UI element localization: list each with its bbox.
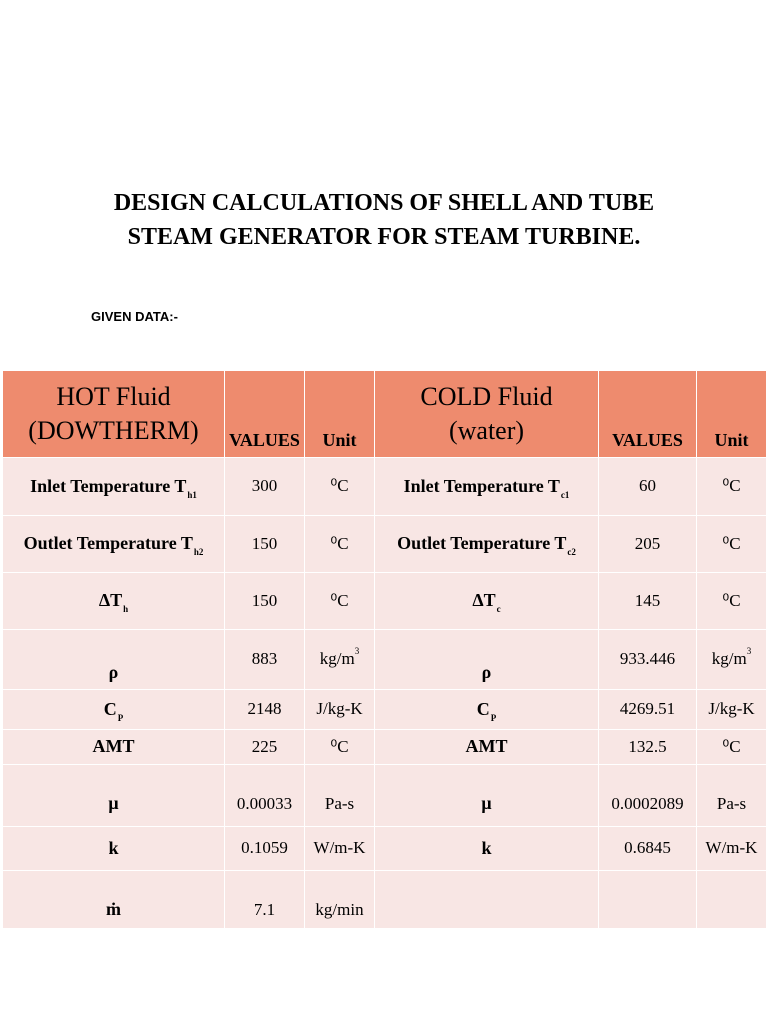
hot-cp-value: 2148 xyxy=(225,690,305,730)
hot-mass-flow-value: 7.1 xyxy=(225,871,305,929)
hot-outlet-unit: ⁰C xyxy=(305,516,375,573)
hot-delta-t-label: $\Delta T_h$ xyxy=(3,573,225,630)
cold-outlet-unit: ⁰C xyxy=(697,516,767,573)
cold-inlet-unit: ⁰C xyxy=(697,458,767,516)
hot-mass-flow-unit: kg/min xyxy=(305,871,375,929)
hot-delta-t-value: 150 xyxy=(225,573,305,630)
hot-density-label: ρ xyxy=(3,630,225,690)
hot-amt-label: AMT xyxy=(3,730,225,765)
hot-inlet-unit: ⁰C xyxy=(305,458,375,516)
hot-conductivity-label: k xyxy=(3,827,225,871)
hot-density-value: 883 xyxy=(225,630,305,690)
cold-density-unit: $kg/m^3$ xyxy=(697,630,767,690)
cold-inlet-value: 60 xyxy=(599,458,697,516)
hot-cp-unit: J/kg-K xyxy=(305,690,375,730)
empty-cell xyxy=(375,871,599,929)
cold-conductivity-label: k xyxy=(375,827,599,871)
cold-delta-t-unit: ⁰C xyxy=(697,573,767,630)
hot-viscosity-value: 0.00033 xyxy=(225,765,305,827)
hot-inlet-value: 300 xyxy=(225,458,305,516)
title-line-1: DESIGN CALCULATIONS OF SHELL AND TUBE xyxy=(113,190,655,216)
cold-cp-unit: J/kg-K xyxy=(697,690,767,730)
empty-cell xyxy=(599,871,697,929)
hot-outlet-value: 150 xyxy=(225,516,305,573)
cold-cp-label: $C_P$ xyxy=(375,690,599,730)
table-row xyxy=(3,827,767,871)
hot-conductivity-unit: W/m-K xyxy=(305,827,375,871)
header-hot-unit: Unit xyxy=(305,371,375,458)
cold-conductivity-unit: W/m-K xyxy=(697,827,767,871)
cold-conductivity-value: 0.6845 xyxy=(599,827,697,871)
hot-density-unit: $kg/m^3$ xyxy=(305,630,375,690)
hot-conductivity-value: 0.1059 xyxy=(225,827,305,871)
title-line-2: STEAM GENERATOR FOR STEAM TURBINE. xyxy=(127,224,641,250)
header-hot-values: VALUES xyxy=(225,371,305,458)
cold-inlet-label: Inlet Temperature $T_{c1}$ xyxy=(375,458,599,516)
table-row xyxy=(3,730,767,765)
hot-viscosity-unit: Pa-s xyxy=(305,765,375,827)
cold-delta-t-value: 145 xyxy=(599,573,697,630)
hot-cp-label: $C_P$ xyxy=(3,690,225,730)
table-row xyxy=(3,516,767,573)
cold-amt-value: 132.5 xyxy=(599,730,697,765)
cold-density-label: ρ xyxy=(375,630,599,690)
cold-delta-t-label: $\Delta T_c$ xyxy=(375,573,599,630)
table-row xyxy=(3,871,767,929)
hot-mass-flow-label: ṁ xyxy=(3,871,225,929)
hot-amt-value: 225 xyxy=(225,730,305,765)
header-cold-fluid: COLD Fluid (water) xyxy=(375,371,599,458)
header-cold-values: VALUES xyxy=(599,371,697,458)
hot-inlet-label: Inlet Temperature $T_{h1}$ xyxy=(3,458,225,516)
cold-viscosity-label: μ xyxy=(375,765,599,827)
table-row xyxy=(3,690,767,730)
cold-viscosity-value: 0.0002089 xyxy=(599,765,697,827)
given-data-label: GIVEN DATA:- xyxy=(91,309,178,324)
table-row xyxy=(3,765,767,827)
hot-amt-unit: ⁰C xyxy=(305,730,375,765)
header-cold-unit: Unit xyxy=(697,371,767,458)
hot-viscosity-label: μ xyxy=(3,765,225,827)
table-row xyxy=(3,630,767,690)
cold-cp-value: 4269.51 xyxy=(599,690,697,730)
cold-amt-label: AMT xyxy=(375,730,599,765)
cold-outlet-label: Outlet Temperature $T_{c2}$ xyxy=(375,516,599,573)
cold-viscosity-unit: Pa-s xyxy=(697,765,767,827)
table-header-row xyxy=(3,371,767,458)
cold-outlet-value: 205 xyxy=(599,516,697,573)
cold-density-value: 933.446 xyxy=(599,630,697,690)
data-table xyxy=(2,370,767,929)
cold-amt-unit: ⁰C xyxy=(697,730,767,765)
header-hot-fluid: HOT Fluid (DOWTHERM) xyxy=(3,371,225,458)
hot-outlet-label: Outlet Temperature $T_{h2}$ xyxy=(3,516,225,573)
document-title xyxy=(0,186,768,254)
hot-delta-t-unit: ⁰C xyxy=(305,573,375,630)
table-row xyxy=(3,573,767,630)
table-row xyxy=(3,458,767,516)
empty-cell xyxy=(697,871,767,929)
